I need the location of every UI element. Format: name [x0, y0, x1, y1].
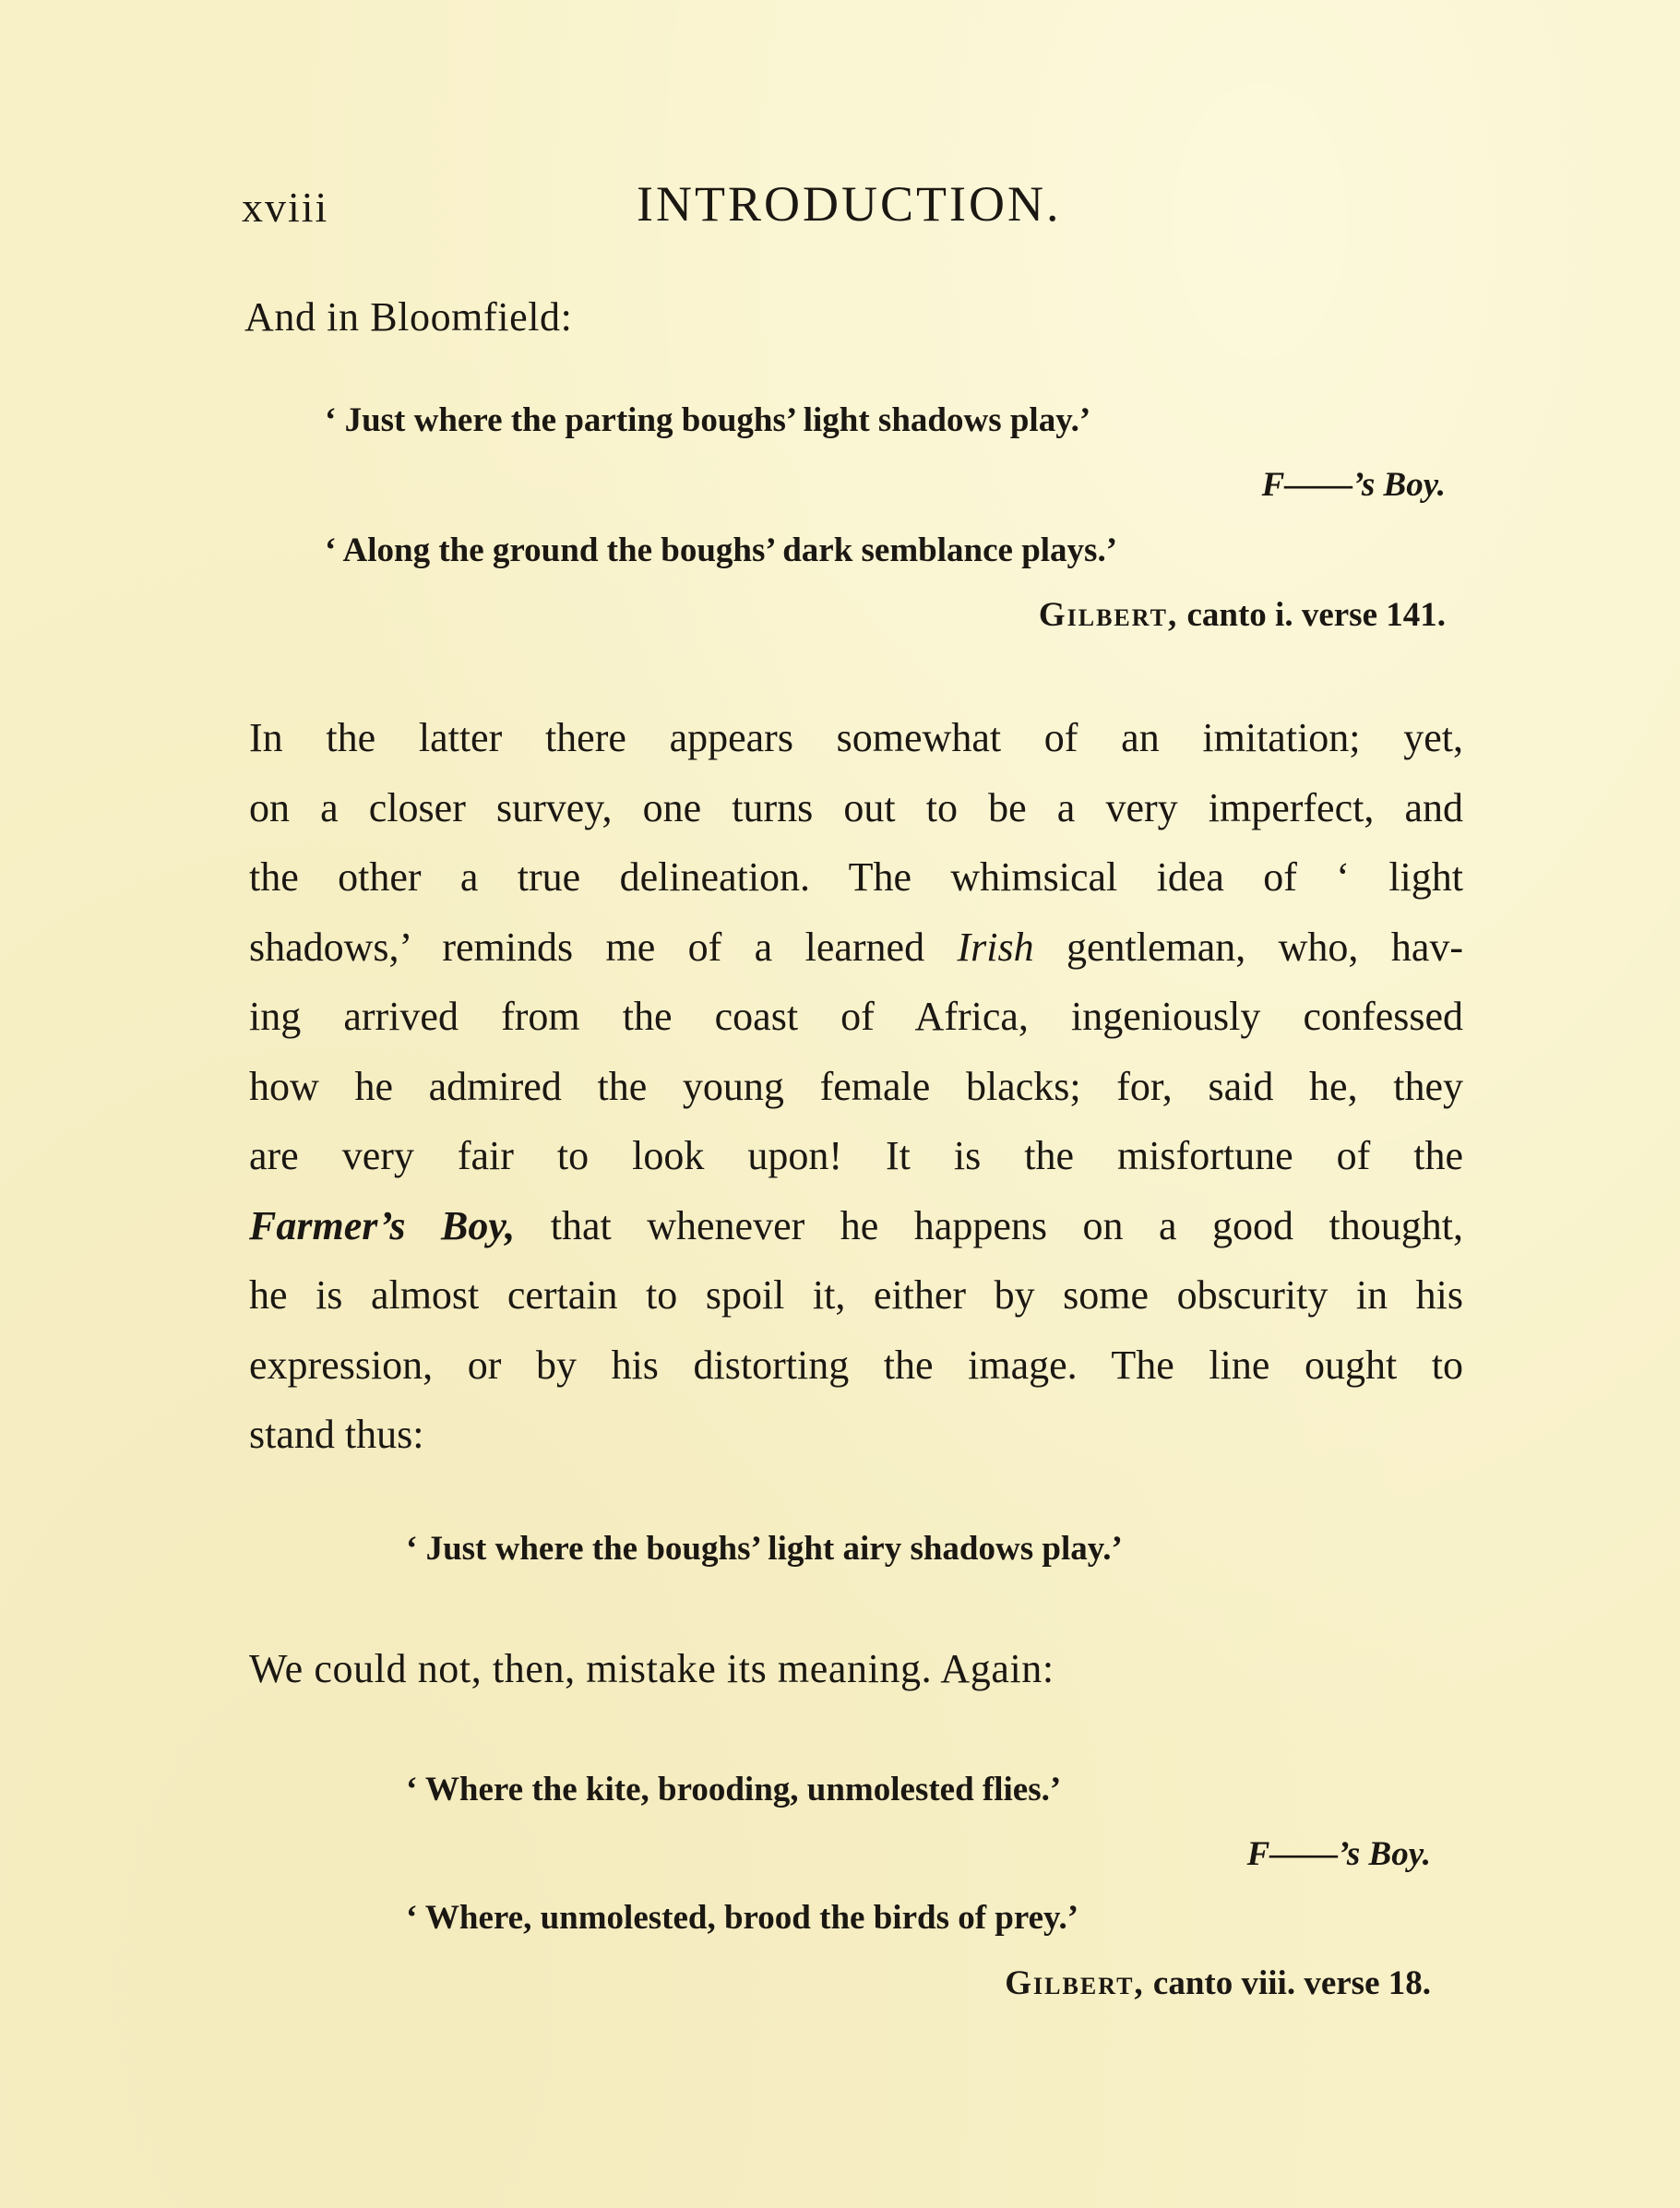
paragraph-line: expression, or by his distorting the image. The line ought to: [249, 1342, 1463, 1388]
quote-farmers-boy-2: ‘ Where the kite, brooding, unmolested flies.’: [406, 1771, 1062, 1808]
text-run: shadows,’ reminds me of a learned: [249, 924, 958, 970]
italic-word: Irish: [957, 924, 1034, 970]
transition-line: We could not, then, mistake its meaning. Again:: [249, 1646, 1054, 1691]
attribution-suffix: ’s Boy.: [1352, 466, 1446, 504]
paragraph-line: [249, 1191, 1463, 1261]
attribution-name: F——: [1246, 1835, 1339, 1873]
paragraph-line: he is almost certain to spoil it, either by some obscurity in his: [249, 1272, 1463, 1318]
running-head: INTRODUCTION.: [637, 176, 1062, 232]
paragraph-line: are very fair to look upon! It is the misfortune of the: [249, 1133, 1463, 1178]
attribution-reference: canto i. verse 141.: [1178, 596, 1446, 634]
text-run: that whenever he happens on a good thought,: [515, 1202, 1464, 1248]
paragraph-line: [249, 913, 1463, 983]
attribution-author: Gilbert,: [1038, 596, 1179, 634]
attribution-gilbert-2: [1005, 1963, 1431, 2003]
italic-title: Farmer’s Boy,: [249, 1202, 516, 1248]
attribution-reference: canto viii. verse 18.: [1144, 1964, 1431, 2002]
attribution-farmers-boy-1: [1262, 465, 1446, 505]
quote-corrected-line: ‘ Just where the boughs’ light airy shadows play.’: [406, 1530, 1123, 1568]
attribution-gilbert-1: [1039, 595, 1446, 635]
body-paragraph: [249, 703, 1463, 1470]
attribution-suffix: ’s Boy.: [1338, 1835, 1431, 1873]
page-number: xviii: [242, 184, 329, 231]
paragraph-line: ing arrived from the coast of Africa, ingeniously confessed: [249, 994, 1463, 1039]
text-run: gentleman, who, hav-: [1033, 924, 1464, 970]
paragraph-line: how he admired the young female blacks; for, said he, they: [249, 1063, 1463, 1109]
quote-farmers-boy-1: ‘ Just where the parting boughs’ light shadows play.’: [325, 401, 1091, 439]
attribution-author: Gilbert,: [1005, 1964, 1145, 2002]
intro-line: And in Bloomfield:: [244, 294, 573, 340]
paragraph-line: the other a true delineation. The whimsical idea of ‘ light: [249, 854, 1463, 900]
paragraph-line: In the latter there appears somewhat of an imitation; yet,: [249, 715, 1463, 760]
attribution-farmers-boy-2: [1247, 1834, 1431, 1874]
attribution-name: F——: [1261, 466, 1353, 504]
quote-gilbert-2: ‘ Where, unmolested, brood the birds of prey.’: [406, 1899, 1079, 1937]
quote-gilbert-1: ‘ Along the ground the boughs’ dark semblance plays.’: [325, 531, 1118, 569]
paragraph-line: on a closer survey, one turns out to be a very imperfect, and: [249, 784, 1463, 830]
paragraph-line: stand thus:: [249, 1412, 424, 1457]
